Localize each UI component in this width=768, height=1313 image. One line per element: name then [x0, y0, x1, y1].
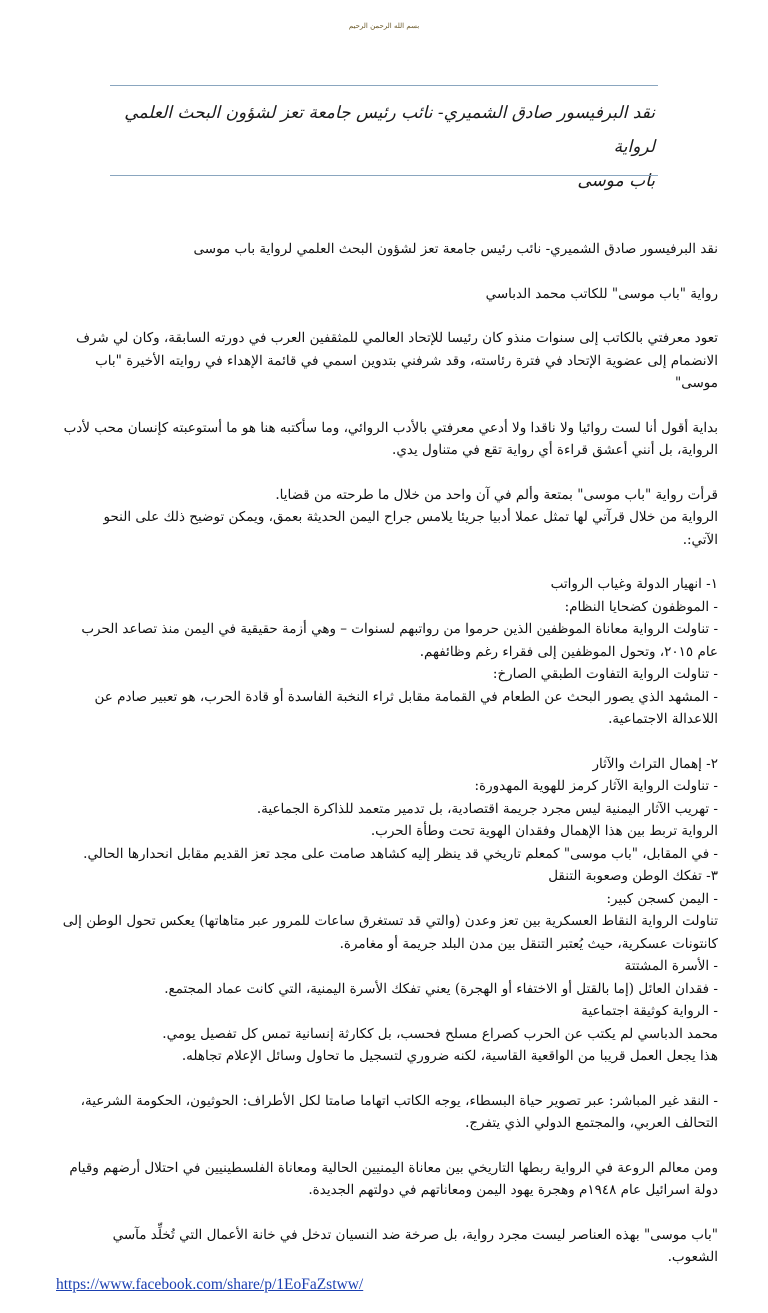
section-line: - الموظفون كضحايا النظام:	[564, 598, 718, 615]
title-line-2: باب موسى	[577, 171, 655, 191]
section-line: الرواية تربط بين هذا الإهمال وفقدان الهوية تحت وطأة الحرب.	[370, 823, 718, 839]
paragraph-disclaimer	[58, 417, 718, 462]
paragraph-conclusion	[58, 1224, 718, 1269]
section-line: - اليمن كسجن كبير:	[606, 890, 718, 907]
paragraph-line: الآتي:.	[682, 531, 718, 548]
section-heritage	[58, 753, 718, 1068]
paragraph-line: تعود معرفتي بالكاتب إلى سنوات منذو كان رئيسا للإتحاد العالمي للمثقفين العرب في دورته السابقة، وكان لي شرف	[75, 330, 718, 346]
paragraph-line: بداية أقول أنا لست روائيا ولا ناقدا ولا أدعي معرفتي بالأدب الروائي، وما سأكتبه هنا هو ما أستوعبته كإنسان محب لأدب	[63, 419, 718, 436]
section-line: - تهريب الآثار اليمنية ليس مجرد جريمة اقتصادية، بل تدمير متعمد للذاكرة الجماعية.	[256, 800, 718, 817]
section-line: هذا يجعل العمل قريبا من الواقعية القاسية، لكنه ضروري لتسجيل ما تحاول وسائل الإعلام تجاهله.	[181, 1048, 718, 1064]
paragraph-line: "باب موسى" بهذه العناصر ليست مجرد رواية، بل صرخة ضد النسيان تدخل في خانة الأعمال التي تُخلِّد مآسي الشعوب.	[112, 1226, 718, 1265]
title-top-rule	[110, 85, 658, 86]
intro-heading	[58, 238, 718, 261]
basmala-header: بسم الله الرحمن الرحيم	[348, 22, 420, 30]
document-title	[110, 96, 655, 198]
section-line: عام ٢٠١٥، وتحول الموظفين إلى فقراء رغم وظائفهم.	[419, 643, 718, 660]
facebook-share-link[interactable]: https://www.facebook.com/share/p/1EoFaZstww/	[56, 1276, 364, 1293]
title-line-1: نقد البرفيسور صادق الشميري- نائب رئيس جامعة تعز لشؤون البحث العلمي لرواية	[124, 103, 655, 157]
paragraph-acquaintance	[58, 327, 718, 395]
paragraph-historical-link	[58, 1157, 718, 1202]
title-bottom-rule	[110, 175, 658, 176]
intro-heading-text: نقد البرفيسور صادق الشميري- نائب رئيس جامعة تعز لشؤون البحث العلمي لرواية باب موسى	[193, 241, 718, 257]
paragraph-line: ومن معالم الروعة في الرواية ربطها التاريخي بين معاناة اليمنيين الحالية ومعاناة الفلسطينيين في احتلال أرضهم وقيام	[69, 1159, 718, 1176]
paragraph-line: الرواية، بل أنني أعشق قراءة أي رواية تقع في متناول يدي.	[392, 442, 718, 458]
section-line: - تناولت الرواية التفاوت الطبقي الصارخ:	[492, 666, 718, 682]
section-line: - تناولت الرواية معاناة الموظفين الذين حرموا من رواتبهم لسنوات – وهي أزمة حقيقية في اليمن منذ تصاعد الحرب	[81, 621, 718, 637]
paragraph-indirect-critique	[58, 1090, 718, 1135]
section-title: ١- انهيار الدولة وغياب الرواتب	[550, 576, 718, 592]
section-line: - الأسرة المشتتة	[624, 958, 718, 974]
paragraph-line: - النقد غير المباشر: عبر تصوير حياة البسطاء، يوجه الكاتب اتهاما صامتا لكل الأطراف: الحوثيون، الحكومة الشرعية،	[80, 1092, 718, 1109]
paragraph-line: الرواية من خلال قرآتي لها تمثل عملا أدبيا جريئا يلامس جراح اليمن الحديثة بعمق، ويمكن توضيح ذلك على النحو	[103, 509, 718, 525]
novel-line-text: رواية "باب موسى" للكاتب محمد الدباسي	[485, 285, 718, 302]
section-line: - الرواية كوثيقة اجتماعية	[581, 1003, 718, 1019]
paragraph-reading	[58, 484, 718, 552]
paragraph-line: دولة اسرائيل عام ١٩٤٨م وهجرة يهود اليمن ومعاناتهم في دولتهم الجديدة.	[308, 1182, 718, 1198]
paragraph-line: الانضمام إلى عضوية الإتحاد في فترة رئاسته، وقد شرفني بتدوين اسمي في قائمة الإهداء في روايته الأخيرة "باب موسى"	[95, 352, 718, 391]
section-line: كانتونات عسكرية، حيث يُعتبر التنقل بين مدن البلد جريمة أو مغامرة.	[339, 935, 718, 952]
section-line: محمد الدباسي لم يكتب عن الحرب كصراع مسلح فحسب، بل ككارثة إنسانية تمس كل تفصيل يومي.	[162, 1025, 718, 1042]
section-line: - فقدان العائل (إما بالقتل أو الاختفاء أو الهجرة) يعني تفكك الأسرة اليمنية، التي كانت عماد المجتمع.	[164, 980, 718, 997]
novel-line	[58, 283, 718, 306]
section-line: اللاعدالة الاجتماعية.	[608, 711, 718, 727]
section-line: - في المقابل، "باب موسى" كمعلم تاريخي قد ينظر إليه كشاهد صامت على مجد تعز القديم مقابل انحدارها الحالي.	[83, 845, 718, 862]
paragraph-line: قرأت رواية "باب موسى" بمتعة وألم في آن واحد من خلال ما طرحته من قضايا.	[275, 486, 718, 503]
section-line: - المشهد الذي يصور البحث عن الطعام في القمامة مقابل ثراء النخبة الفاسدة أو قادة الحرب، هو تعبير صادم عن	[94, 688, 718, 705]
article-body	[58, 238, 718, 1269]
paragraph-line: التحالف العربي، والمجتمع الدولي الذي يتفرج.	[465, 1115, 718, 1131]
section-title: ٣- تفكك الوطن وصعوبة التنقل	[548, 868, 718, 884]
section-line: - تناولت الرواية الآثار كرمز للهوية المهدورة:	[474, 778, 718, 794]
section-line: تناولت الرواية النقاط العسكرية بين تعز وعدن (والتي قد تستغرق ساعات للمرور عبر متاهاتها) يعكس تحول الوطن إلى	[62, 913, 718, 929]
section-title: ٢- إهمال التراث والآثار	[592, 755, 718, 772]
section-state-collapse	[58, 573, 718, 731]
